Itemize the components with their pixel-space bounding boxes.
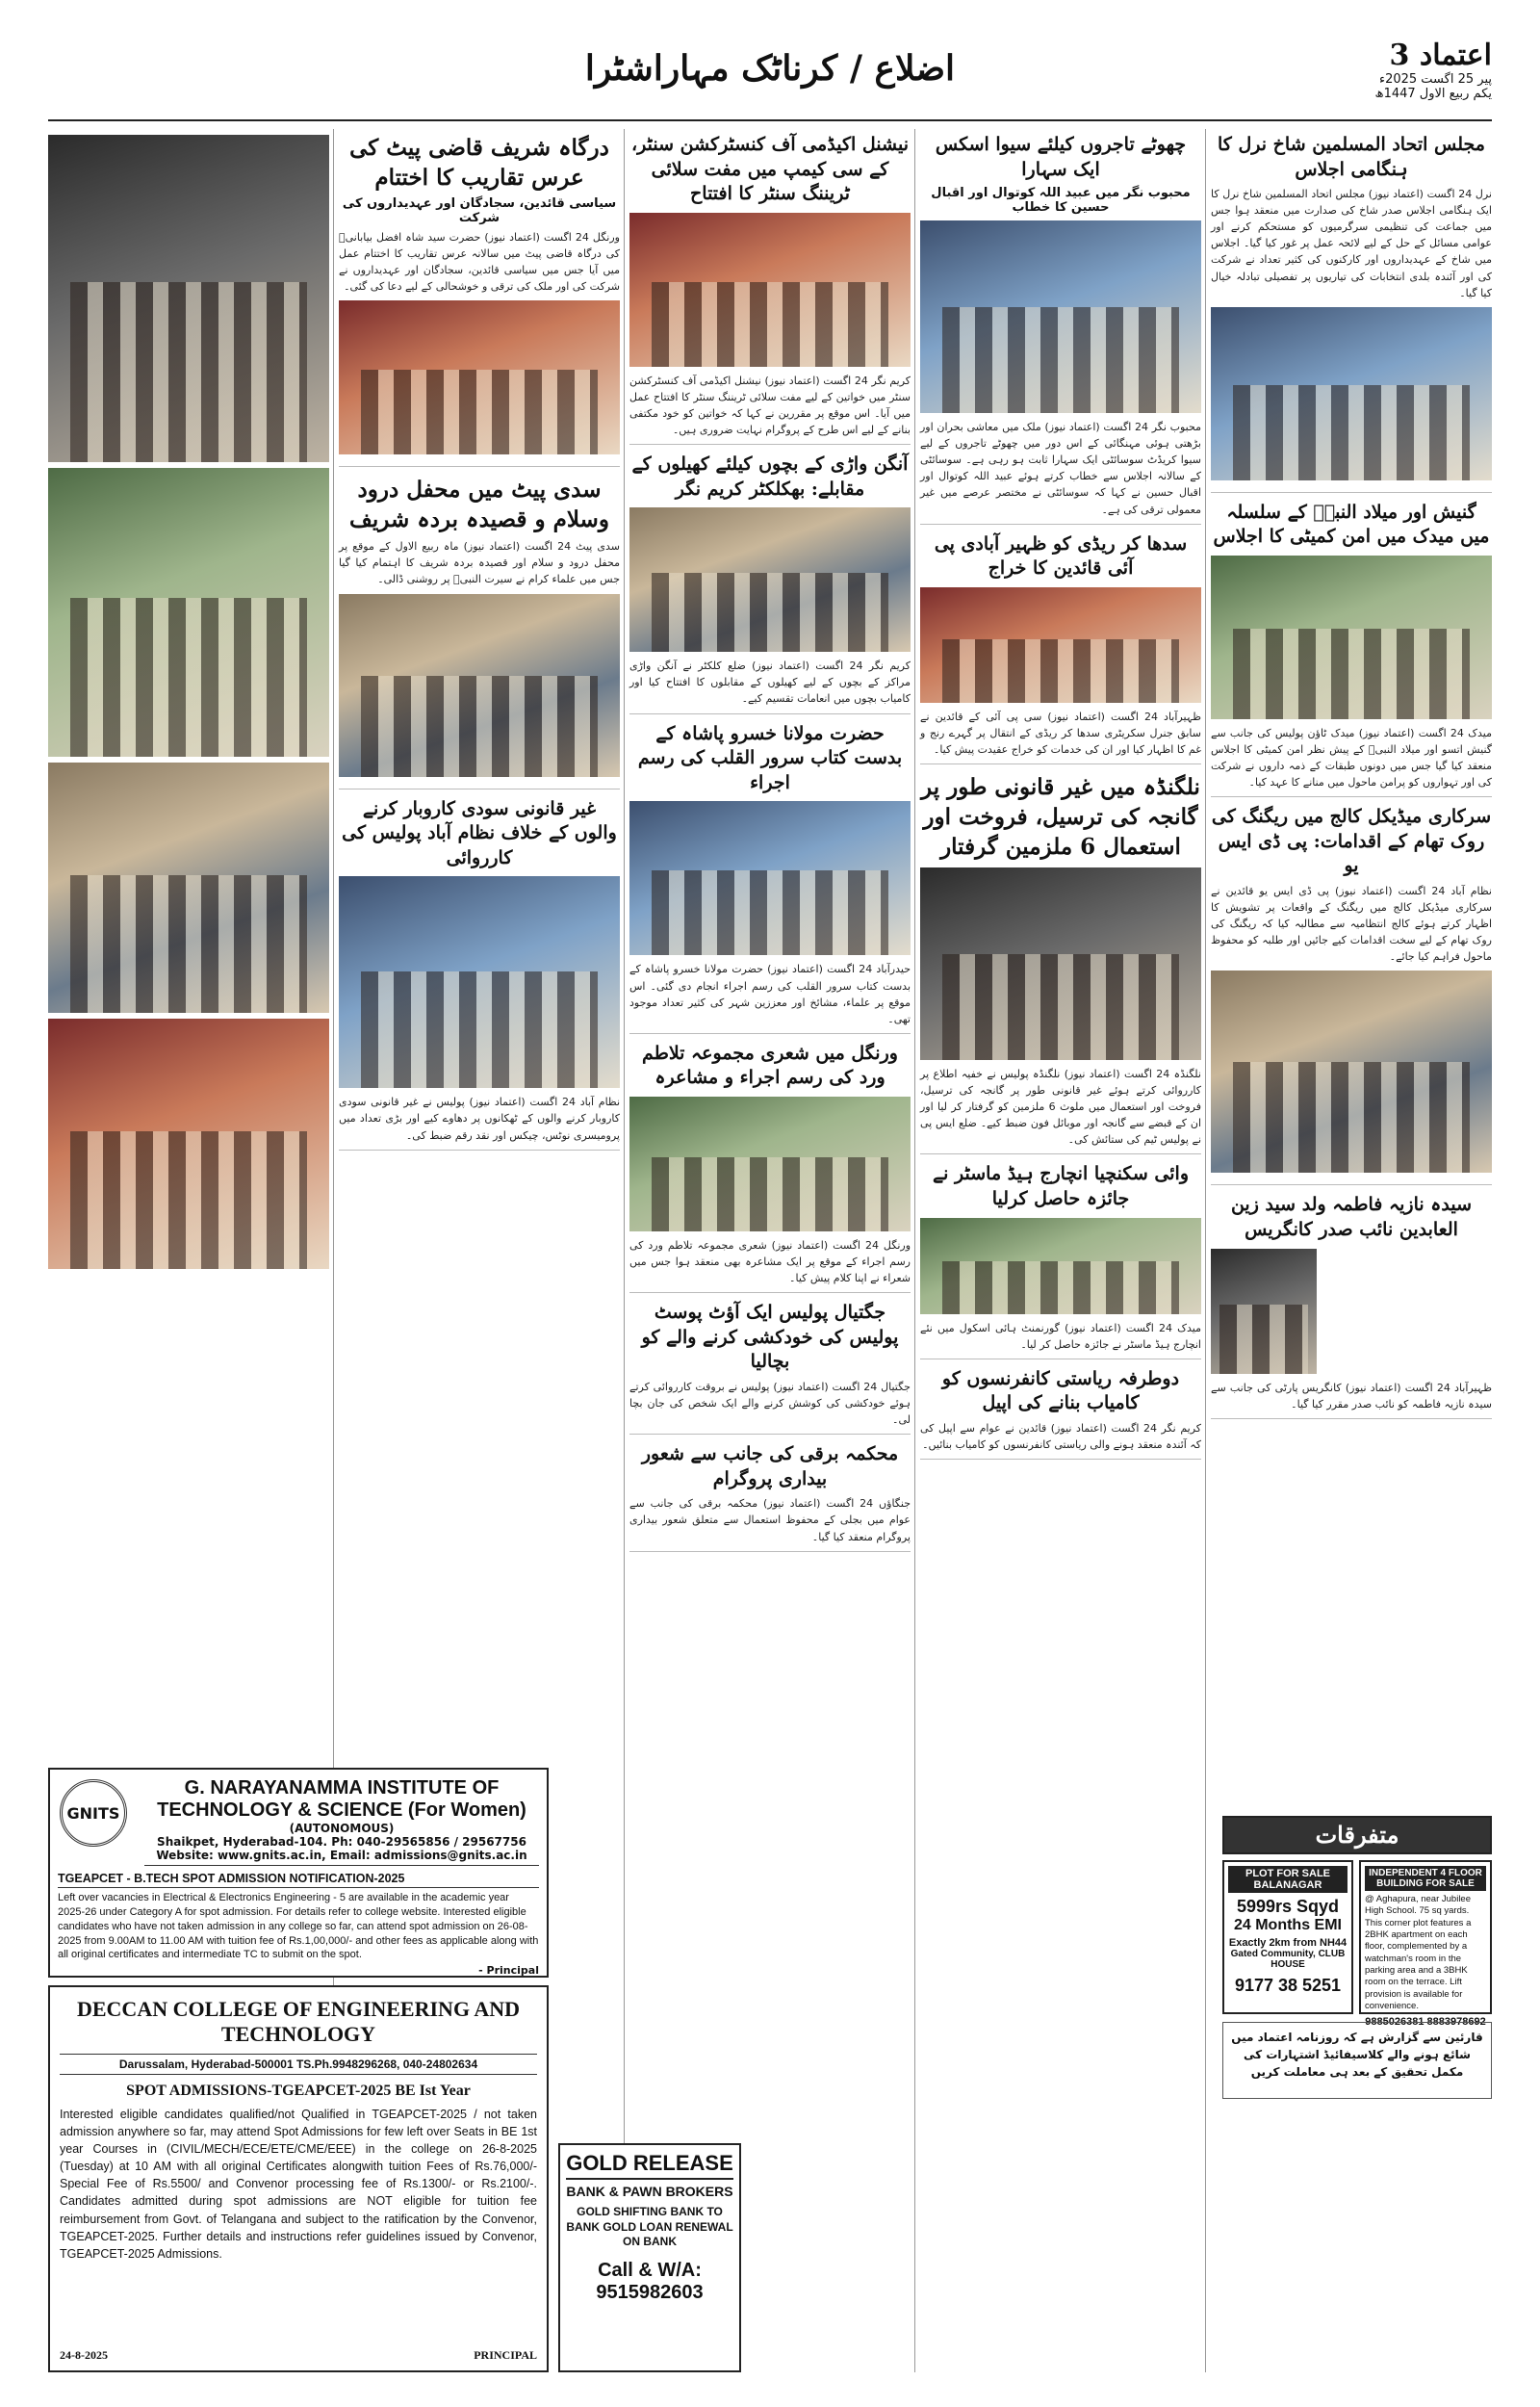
news-photo [920,587,1201,703]
story-body: میدک 24 اگست (اعتماد نیوز) میدک ٹاؤن پولیس کی جانب سے گنیش اتسو اور میلاد النبیؐ کے پیش نظر امن کمیٹی کا اجلاس منعقد کیا گیا جس میں دونوں طبقات کے ذمہ داروں نے شرکت کی اور تہواروں کو پرامن ماحول میں منانے کا عہد کیا۔ [1211,726,1492,789]
gnits-admission-ad [48,1768,549,1978]
college-logo-icon: GNITS [60,1779,127,1847]
news-story [920,772,1201,1154]
story-body: محبوب نگر 24 اگست (اعتماد نیوز) ملک میں معاشی بحران اور بڑھتی ہوئی مہنگائی کے اس دور میں چھوٹے تاجروں کے لیے سیوا کریڈٹ سوسائٹی ایک سہارا ثابت ہو رہی ہے۔ سوسائٹی کے سالانہ اجلاس سے خطاب کرتے ہوئے عبید اللہ کوتوال اور اقبال حسین نے کہا کہ سوسائٹی نے مختصر عرصے میں غیر معمولی ترقی کی ہے۔ [920,421,1201,516]
college-address: Shaikpet, Hyderabad-104. Ph: 040-29565856 / 29567756 [157,1835,526,1849]
news-photo [920,220,1201,413]
story-headline: دوطرفہ ریاستی کانفرنسوں کو کامیاب بنانے کی اپیل [941,1367,1180,1414]
story-headline: سرکاری میڈیکل کالج میں ریگنگ کی روک تھام کے اقدامات: پی ڈی ایس یو [1211,806,1492,877]
story-body: جنگاؤں 24 اگست (اعتماد نیوز) محکمہ برقی کی جانب سے عوام میں بجلی کے محفوظ استعمال سے متعلق شعور بیداری پروگرام منعقد کیا گیا۔ [629,1497,911,1543]
story-body: کریم نگر 24 اگست (اعتماد نیوز) قائدین نے عوام سے اپیل کی کہ آئندہ منعقد ہونے والی ریاستی کانفرنسوں کو کامیاب بنائیں۔ [920,1422,1202,1452]
college-name: G. NARAYANAMMA INSTITUTE OF TECHNOLOGY & SCIENCE (For Women) [157,1777,526,1821]
column-2 [920,129,1201,1756]
column-rule [624,129,625,2372]
news-story [920,532,1201,764]
masthead [1299,39,1492,101]
page-number: 3 [1389,39,1410,72]
ad-date: 24-8-2025 [60,2348,108,2362]
classifieds-banner: متفرقات [1222,1816,1492,1854]
story-headline: نیشنل اکیڈمی آف کنسٹرکشن سنٹر، کے سی کیمپ میں مفت سلائی ٹریننگ سنٹر کا افتتاح [631,134,909,205]
news-story [629,453,911,713]
news-photo [48,1019,329,1269]
story-body: کریم نگر 24 اگست (اعتماد نیوز) ضلع کلکٹر نے آنگن واڑی مراکز کے بچوں کے لیے کھیلوں کے مقابلوں کا افتتاح کیا اور کامیاب بچوں میں انعامات تقسیم کیے۔ [629,660,911,706]
story-body: ظہیرآباد 24 اگست (اعتماد نیوز) سی پی آئی کے قائدین نے سابق جنرل سکریٹری سدھا کر ریڈی کے انتقال پر گہرے رنج و غم کا اظہار کیا اور ان کی خدمات کو خراج عقیدت پیش کیا۔ [920,710,1202,756]
news-story [339,133,620,467]
story-headline: چھوٹے تاجروں کیلئے سیوا اسکس ایک سہارا [935,134,1187,180]
story-headline: حضرت مولانا خسرو پاشاہ کے بدست کتاب سرور القلب کی رسم اجراء [637,722,903,793]
story-subheadline: محبوب نگر میں عبید اللہ کوتوال اور اقبال حسین کا خطاب [931,186,1191,216]
ad-text: Left over vacancies in Electrical & Electronics Engineering - 5 are available in the academic year 2025-26 under Category A for spot admission. For details refer to college website. Interested eligible candidates who have not taken admission in any college so far, can attend spot admission on 26-08-2025 from 9.00AM to 11.00 AM with tuition fee of Rs.1,00,000/- and other fees as applicable along with all original certificates and intermediate TC to submit on the spot. [58,1892,539,1961]
ad-signature: - Principal [478,1964,539,1978]
story-body: کریم نگر 24 اگست (اعتماد نیوز) نیشنل اکیڈمی آف کنسٹرکشن سنٹر میں خواتین کے لیے مفت سلائی ٹریننگ سنٹر کا افتتاح عمل میں آیا۔ اس موقع پر مقررین نے کہا کہ خواتین کو خود مکتفی بنانے کے لیے اس طرح کے پروگرام نہایت ضروری ہیں۔ [629,374,911,437]
news-photo [629,507,911,652]
story-body: نظام آباد 24 اگست (اعتماد نیوز) پولیس نے غیر قانونی سودی کاروبار کرنے والوں کے ٹھکانوں پر دھاوے کیے اور بڑی تعداد میں پرومیسری نوٹس، چیکس اور نقد رقم ضبط کی۔ [339,1096,621,1142]
story-body: نلگنڈہ 24 اگست (اعتماد نیوز) نلگنڈہ پولیس نے خفیہ اطلاع پر کارروائی کرتے ہوئے غیر قانونی طور پر گانجہ کی ترسیل، فروخت اور استعمال میں ملوث 6 ملزمین کو گرفتار کر لیا اور ان کے قبضے سے گانجہ اور موبائل فون ضبط کیے۔ ضلع ایس پی نے پولیس ٹیم کی ستائش کی۔ [920,1068,1201,1147]
news-story [1211,133,1492,493]
column-rule [1205,129,1206,2372]
news-story [629,1301,911,1435]
college-website: Website: www.gnits.ac.in, Email: admissions@gnits.ac.in [144,1849,539,1866]
story-body: سدی پیٹ 24 اگست (اعتماد نیوز) ماہ ربیع الاول کے موقع پر محفل درود و سلام اور قصیدہ بردہ شریف کا اہتمام کیا گیا جس میں علماء کرام نے سیرت النبیؐ پر روشنی ڈالی۔ [339,540,620,586]
news-photo [339,876,620,1088]
deccan-admission-ad [48,1985,549,2372]
news-photo [920,1218,1201,1314]
story-body: نظام آباد 24 اگست (اعتماد نیوز) پی ڈی ایس یو قائدین نے سرکاری میڈیکل کالج میں ریگنگ کے واقعات پر تشویش کا اظہار کرتے ہوئے کالج انتظامیہ سے مطالبہ کیا کہ ریگنگ کی روک تھام کے لیے سخت اقدامات کیے جائیں اور طلبہ کو محفوظ ماحول فراہم کیا جائے۔ [1211,885,1492,964]
ad-emi: 24 Months EMI [1233,1917,1342,1933]
news-story [920,1162,1201,1359]
ad-phone: Call & W/A: 9515982603 [596,2259,704,2303]
news-story [629,1442,911,1551]
story-body: ورنگل 24 اگست (اعتماد نیوز) شعری مجموعہ تلاطم ورد کی رسم اجراء کے موقع پر ایک مشاعرہ بھی منعقد ہوا جس میں شعراء نے اپنا کلام پیش کیا۔ [629,1238,911,1285]
news-photo [1211,307,1492,480]
hijri-date-line: یکم ربیع الاول 1447ھ [1374,87,1492,101]
column-5 [48,129,329,1756]
column-3 [629,129,911,1756]
story-headline: سیدہ نازیہ فاطمہ ولد سید زین العابدین نائب صدر کانگریس [1230,1194,1473,1240]
news-photo [1211,556,1492,719]
ad-phone: 9885026381 8883978692 [1365,2016,1486,2029]
news-story [1211,805,1492,1185]
building-sale-ad [1359,1860,1492,2029]
news-photo [920,867,1201,1060]
story-headline: سدی پیٹ میں محفل درود وسلام و قصیدہ بردہ شریف [349,477,609,533]
ad-feature: Gated Community, CLUB HOUSE [1230,1949,1346,1970]
story-body: ظہیرآباد 24 اگست (اعتماد نیوز) کانگریس پارٹی کی جانب سے سیدہ نازیہ فاطمہ کو نائب صدر مقرر کیا گیا۔ [1211,1381,1493,1411]
ad-title: PLOT FOR SALE BALANAGAR [1228,1866,1348,1893]
story-headline: غیر قانونی سودی کاروبار کرنے والوں کے خلاف نظام آباد پولیس کی کارروائی [342,797,617,868]
ad-services: GOLD SHIFTING BANK TO BANK GOLD LOAN RENEWAL ON BANK [566,2205,733,2249]
college-name: DECCAN COLLEGE OF ENGINEERING AND TECHNOLOGY [76,1997,521,2047]
news-photo [629,801,911,955]
story-body: حیدرآباد 24 اگست (اعتماد نیوز) حضرت مولانا خسرو پاشاہ کے بدست کتاب سرور القلب کی رسم اجراء انجام دی گئی۔ اس موقع پر علماء، مشائخ اور معززین شہر کی کثیر تعداد موجود تھی۔ [629,963,911,1025]
news-photo [1211,971,1492,1173]
story-body: نرل 24 اگست (اعتماد نیوز) مجلس اتحاد المسلمین شاخ نرل کا ایک ہنگامی اجلاس صدر شاخ کی صدارت میں منعقد ہوا جس میں جماعت کی تنظیمی سرگرمیوں کو مستحکم کرنے اور عوامی مسائل کے حل کے لیے لائحہ عمل پر غور کیا گیا۔ اجلاس میں شاخ کے عہدیداروں اور کارکنوں کی کثیر تعداد نے شرکت کی اور آئندہ بلدی انتخابات کی تیاریوں پر تفصیلی تبادلہ خیال کیا گیا۔ [1211,188,1492,299]
ad-signature: PRINCIPAL [474,2348,537,2362]
story-headline: ورنگل میں شعری مجموعہ تلاطم ورد کی رسم اجراء و مشاعرہ [642,1042,898,1089]
story-headline: مجلس اتحاد المسلمین شاخ نرل کا ہنگامی اجلاس [1218,134,1485,180]
news-story [920,1367,1201,1460]
ad-footer [60,2348,537,2363]
news-story [629,722,911,1034]
news-story [339,797,620,1151]
story-headline: محکمہ برقی کی جانب سے شعور بیداری پروگرام [641,1443,899,1489]
section-title: اضلاع / کرناٹک مہاراشٹرا [584,48,956,89]
story-headline: گنیش اور میلاد النبیؐ کے سلسلہ میں میدک میں امن کمیٹی کا اجلاس [1213,501,1490,548]
news-photo [48,763,329,1013]
ad-phone: 9177 38 5251 [1234,1976,1342,1995]
news-story [1211,501,1492,797]
college-address: Darussalam, Hyderabad-500001 TS.Ph.9948296268, 040-24802634 [60,2054,537,2075]
column-4 [339,129,620,1756]
story-headline: جگتیال پولیس ایک آؤٹ پوسٹ پولیس کی خودکشی کرنے والے کو بچالیا [641,1302,899,1373]
story-headline: سدھا کر ریڈی کو ظہیر آبادی پی آئی قائدین کا خراج [934,532,1188,580]
page-header [48,35,1492,121]
portrait-photo [1211,1249,1317,1374]
ad-text: Interested eligible candidates qualified/not Qualified in TGEAPCET-2025 / not taken admission anywhere so far, may attend Spot Admissions for few left over Seats in BE 1st year Courses in (CIVIL/MECH/ECE/ETE/CME/EEE) in the college on 26-8-2025 (Tuesday) at 10 AM with all original Certificates alongwith tuition Fees of Rs.76,000/-Special Fee of Rs.5500/ and Convenor processing fee of Rs.1300/- or Rs.2100/-. Candidates admitted during spot admissions are NOT eligible for tuition fee reimbursement from Govt. of Telangana and subject to the ratification by the Convenor, TGEAPCET-2025. Further details and instructions refer guidelines issued by Convenor, TGEAPCET-2025 Admissions. [60,2107,537,2261]
column-rule [914,129,915,2372]
story-headline: آنگن واڑی کے بچوں کیلئے کھیلوں کے مقابلے: بھکلکٹر کریم نگر [631,453,909,500]
story-headline: نلگنڈہ میں غیر قانونی طور پر گانجہ کی ترسیل، فروخت اور استعمال 6 ملزمین گرفتار [921,773,1200,861]
news-photo [339,300,620,454]
paper-name: اعتماد [1419,39,1492,72]
classifieds-notice: قارئین سے گزارش ہے کہ روزنامہ اعتماد میں شائع ہونے والے کلاسیفائیڈ اشتہارات کی مکمل تحقیق کے بعد ہی معاملت کریں [1222,2022,1492,2099]
date-line: پیر 25 اگست 2025ء [1378,72,1492,87]
newspaper-page [48,35,1492,2384]
news-photo [48,135,329,462]
ad-subtitle: BANK & PAWN BROKERS [566,2184,733,2199]
story-body: ورنگل 24 اگست (اعتماد نیوز) حضرت سید شاہ افضل بیابانیؒ کی درگاہ قاضی پیٹ میں سالانہ عرس تقاریب کا اختتام عمل میں آیا جس میں سیاسی قائدین، سجادگان اور عہدیداروں نے شرکت کی اور ملک کی ترقی و خوشحالی کے لیے دعا کی گئی۔ [339,231,620,294]
ad-text: @ Aghapura, near Jubilee High School. 75 sq yards. This corner plot features a 2BHK apartment on each floor, complemented by a watchman's room in the parking area and a 3BHK room on the terrace. Lift provision is available for convenience. [1365,1894,1472,2012]
ad-title: GOLD RELEASE [566,2151,733,2180]
story-subheadline: سیاسی قائدین، سجادگان اور عہدیداروں کی شرکت [342,196,617,226]
news-photo [48,468,329,757]
news-story [1211,1193,1492,1418]
column-1 [1211,129,1492,1756]
story-body: میدک 24 اگست (اعتماد نیوز) گورنمنٹ ہائی اسکول میں نئے انچارج ہیڈ ماسٹر نے جائزہ حاصل کر لیا۔ [920,1321,1201,1351]
ad-title: SPOT ADMISSIONS-TGEAPCET-2025 BE Ist Year [126,2082,471,2099]
plot-sale-ad [1222,1860,1353,2014]
story-body: جگتیال 24 اگست (اعتماد نیوز) پولیس نے بروقت کارروائی کرتے ہوئے خودکشی کی کوشش کرنے والے ایک شخص کی جان بچا لی۔ [629,1380,911,1427]
story-headline: وائی سکنچیا انچارج ہیڈ ماسٹر نے جائزہ حاصل کرلیا [932,1163,1189,1209]
page-number-title [1299,39,1492,72]
news-story [629,1042,911,1293]
ad-price: 5999rs Sqyd [1236,1897,1340,1916]
news-story [920,133,1201,525]
news-story [629,133,911,445]
story-headline: درگاہ شریف قاضی پیٹ کی عرس تقاریب کا اختتام [349,135,609,192]
news-photo [629,1097,911,1231]
college-status: (AUTONOMOUS) [289,1822,395,1835]
news-story [339,475,620,789]
ad-distance: Exactly 2km from NH44 [1228,1937,1348,1949]
gold-release-ad [558,2143,741,2372]
news-photo [339,594,620,777]
ad-title: INDEPENDENT 4 FLOOR BUILDING FOR SALE [1365,1866,1486,1891]
news-photo [629,213,911,367]
ad-title: TGEAPCET - B.TECH SPOT ADMISSION NOTIFICATION-2025 [58,1872,539,1888]
